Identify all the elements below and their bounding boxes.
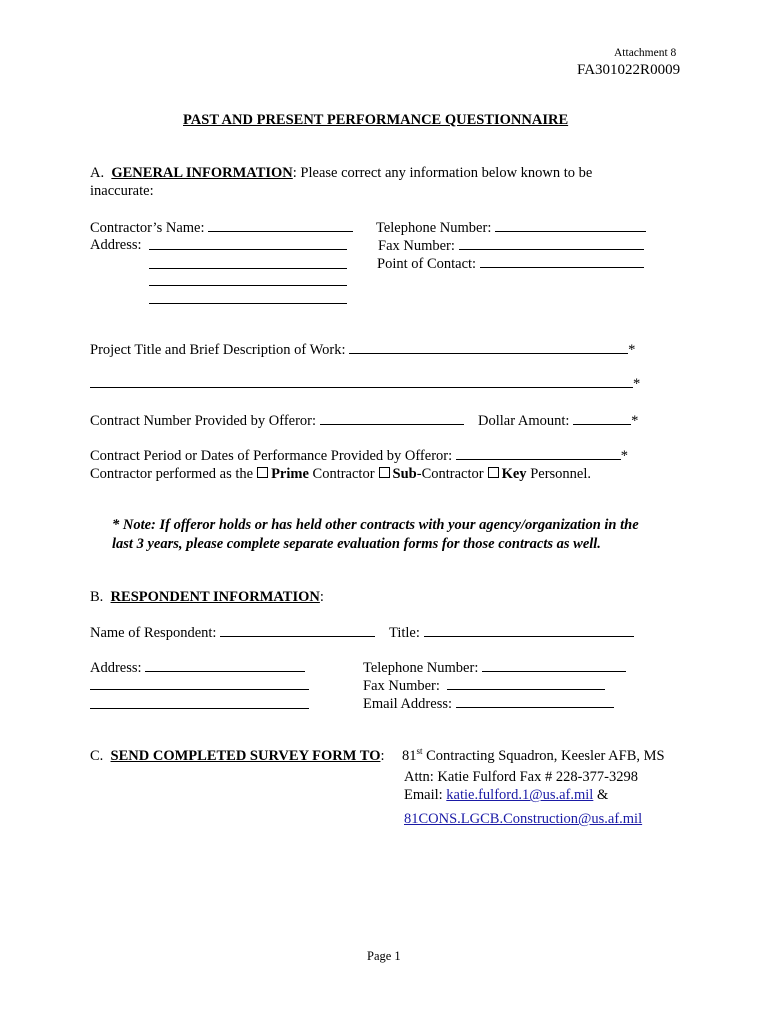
key-label-rest: Personnel. <box>526 466 591 482</box>
contract-period-field[interactable] <box>90 446 628 465</box>
dollar-amount-label: Dollar Amount: <box>478 413 570 429</box>
contractor-fax-field[interactable] <box>378 236 644 255</box>
required-asterisk: * <box>633 376 641 392</box>
dollar-amount-field[interactable] <box>478 411 638 430</box>
section-a-intro-cont: inaccurate: <box>90 183 154 199</box>
sub-label: Sub <box>392 466 417 482</box>
org-ordinal: st <box>416 746 423 756</box>
section-c-colon: : <box>380 748 385 764</box>
project-title-label: Project Title and Brief Description of Work: <box>90 342 346 358</box>
email-link-construction[interactable]: 81CONS.LGCB.Construction@us.af.mil <box>404 811 643 827</box>
section-a-intro <box>90 164 592 182</box>
respondent-email-field[interactable] <box>363 694 614 713</box>
section-a-heading: GENERAL INFORMATION <box>111 165 293 181</box>
section-b-heading-row <box>90 588 324 606</box>
org-number: 81 <box>402 748 417 764</box>
project-description-field[interactable] <box>90 374 640 393</box>
respondent-address-line-2[interactable] <box>90 689 309 690</box>
respondent-address-label: Address: <box>90 660 142 676</box>
org-name: Contracting Squadron, Keesler AFB, MS <box>422 748 665 764</box>
required-asterisk: * <box>620 448 628 464</box>
key-label: Key <box>501 466 527 482</box>
note-line-2: last 3 years, please complete separate evaluation forms for those contracts as well. <box>112 536 601 552</box>
email-link-katie[interactable]: katie.fulford.1@us.af.mil <box>446 787 594 803</box>
section-b-colon: : <box>319 589 324 605</box>
page-number: Page 1 <box>367 949 401 963</box>
required-asterisk: * <box>628 342 636 358</box>
section-b-heading: RESPONDENT INFORMATION <box>110 589 320 605</box>
section-c-heading: SEND COMPLETED SURVEY FORM TO <box>110 748 381 764</box>
respondent-email-label: Email Address: <box>363 696 453 712</box>
respondent-telephone-label: Telephone Number: <box>363 660 479 676</box>
contractor-name-field[interactable] <box>90 218 353 237</box>
contract-number-field[interactable] <box>90 411 464 430</box>
section-c-letter: C. <box>90 748 104 764</box>
respondent-fax-field[interactable] <box>363 676 605 695</box>
section-a-letter: A. <box>90 165 105 181</box>
contractor-address-line-3[interactable] <box>149 285 347 286</box>
project-title-field[interactable] <box>90 340 635 359</box>
contractor-name-label: Contractor’s Name: <box>90 220 205 236</box>
respondent-name-label: Name of Respondent: <box>90 625 217 641</box>
send-to-email-label: Email: <box>404 787 447 803</box>
respondent-address-field[interactable] <box>90 658 305 677</box>
contract-number-label: Contract Number Provided by Offeror: <box>90 413 317 429</box>
send-to-attn: Attn: Katie Fulford Fax # 228-377-3298 <box>404 769 638 785</box>
contractor-telephone-label: Telephone Number: <box>376 220 492 236</box>
required-asterisk: * <box>631 413 639 429</box>
key-personnel-checkbox[interactable] <box>488 467 499 478</box>
prime-label-rest: Contractor <box>308 466 375 482</box>
respondent-title-label: Title: <box>389 625 420 641</box>
note-line-1: * Note: If offeror holds or has held other contracts with your agency/organization in the <box>112 517 639 533</box>
point-of-contact-field[interactable] <box>377 254 644 273</box>
email-link-construction-row <box>404 810 642 828</box>
section-a-intro-text: : Please correct any information below known to be <box>292 165 593 181</box>
contractor-fax-label: Fax Number: <box>378 238 455 254</box>
contract-period-label: Contract Period or Dates of Performance Provided by Offeror: <box>90 448 453 464</box>
sub-label-rest: -Contractor <box>416 466 484 482</box>
performed-as-label: Contractor performed as the <box>90 466 254 482</box>
prime-label: Prime <box>271 466 309 482</box>
contractor-address-line-1[interactable] <box>149 249 347 250</box>
section-c-heading-row <box>90 747 385 765</box>
contractor-address-line-4[interactable] <box>149 303 347 304</box>
point-of-contact-label: Point of Contact: <box>377 256 477 272</box>
respondent-address-line-3[interactable] <box>90 708 309 709</box>
page-title: PAST AND PRESENT PERFORMANCE QUESTIONNAIRE <box>183 112 569 128</box>
sub-contractor-checkbox[interactable] <box>379 467 390 478</box>
contractor-address-line-2[interactable] <box>149 268 347 269</box>
respondent-name-field[interactable] <box>90 623 375 642</box>
attachment-label: Attachment 8 <box>614 47 677 59</box>
respondent-telephone-field[interactable] <box>363 658 626 677</box>
section-b-letter: B. <box>90 589 104 605</box>
send-to-organization <box>402 747 665 765</box>
contractor-telephone-field[interactable] <box>376 218 646 237</box>
respondent-fax-label: Fax Number: <box>363 678 440 694</box>
prime-checkbox[interactable] <box>257 467 268 478</box>
email-separator: & <box>593 787 609 803</box>
contractor-address-label: Address: <box>90 237 142 253</box>
send-to-email-row <box>404 786 608 804</box>
solicitation-number: FA301022R0009 <box>577 62 681 78</box>
respondent-title-field[interactable] <box>389 623 634 642</box>
contractor-role-row <box>90 465 591 483</box>
